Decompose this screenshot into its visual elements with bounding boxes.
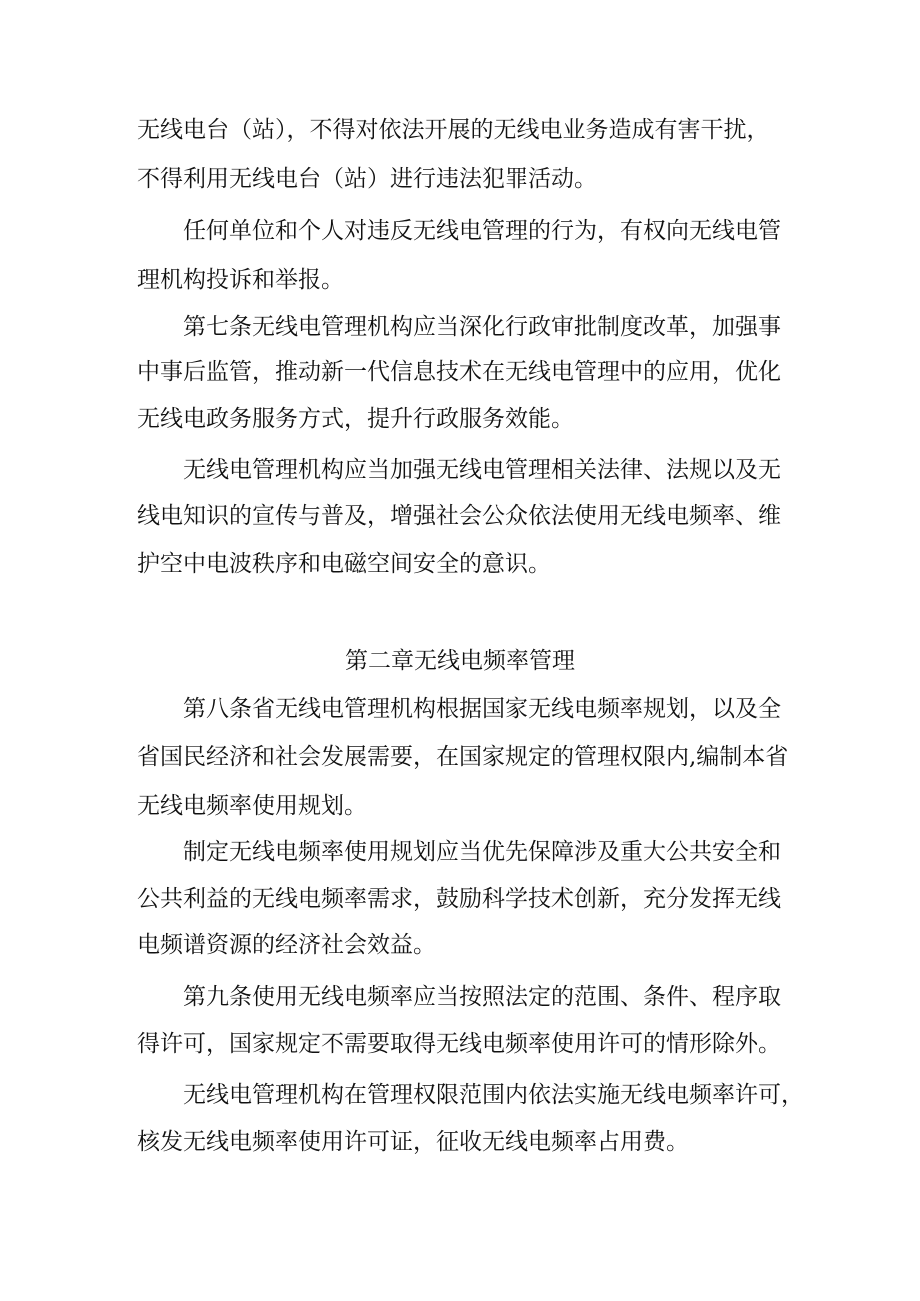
- text-line: 中事后监管，推动新一代信息技术在无线电管理中的应用，优化: [137, 359, 781, 385]
- text-line: 不得利用无线电台（站）进行违法犯罪活动。: [137, 166, 597, 192]
- text-line: 省国民经济和社会发展需要，在国家规定的管理权限内,编制本省: [137, 744, 789, 770]
- text-line: 理机构投诉和举报。: [137, 267, 344, 293]
- text-line: 第九条使用无线电频率应当按照法定的范围、条件、程序取: [183, 984, 781, 1010]
- chapter-heading: 第二章无线电频率管理: [345, 648, 575, 674]
- text-line: 无线电管理机构应当加强无线电管理相关法律、法规以及无: [183, 457, 781, 483]
- text-line: 无线电管理机构在管理权限范围内依法实施无线电频率许可，: [183, 1082, 804, 1108]
- text-line: 线电知识的宣传与普及，增强社会公众依法使用无线电频率、维: [137, 503, 781, 529]
- text-line: 制定无线电频率使用规划应当优先保障涉及重大公共安全和: [183, 839, 781, 865]
- text-line: 核发无线电频率使用许可证，征收无线电频率占用费。: [137, 1129, 689, 1155]
- text-line: 公共利益的无线电频率需求，鼓励科学技术创新，充分发挥无线: [137, 886, 781, 912]
- text-line: 无线电频率使用规划。: [137, 793, 367, 819]
- text-line: 第八条省无线电管理机构根据国家无线电频率规划，以及全: [183, 696, 781, 722]
- text-line: 电频谱资源的经济社会效益。: [137, 932, 436, 958]
- text-line: 无线电台（站），不得对依法开展的无线电业务造成有害干扰，: [137, 117, 770, 143]
- text-line: 任何单位和个人对违反无线电管理的行为，有权向无线电管: [183, 218, 781, 244]
- text-line: 无线电政务服务方式，提升行政服务效能。: [137, 406, 574, 432]
- text-line: 护空中电波秩序和电磁空间安全的意识。: [137, 551, 551, 577]
- text-line: 得许可，国家规定不需要取得无线电频率使用许可的情形除外。: [137, 1031, 781, 1057]
- text-line: 第七条无线电管理机构应当深化行政审批制度改革，加强事: [183, 314, 781, 340]
